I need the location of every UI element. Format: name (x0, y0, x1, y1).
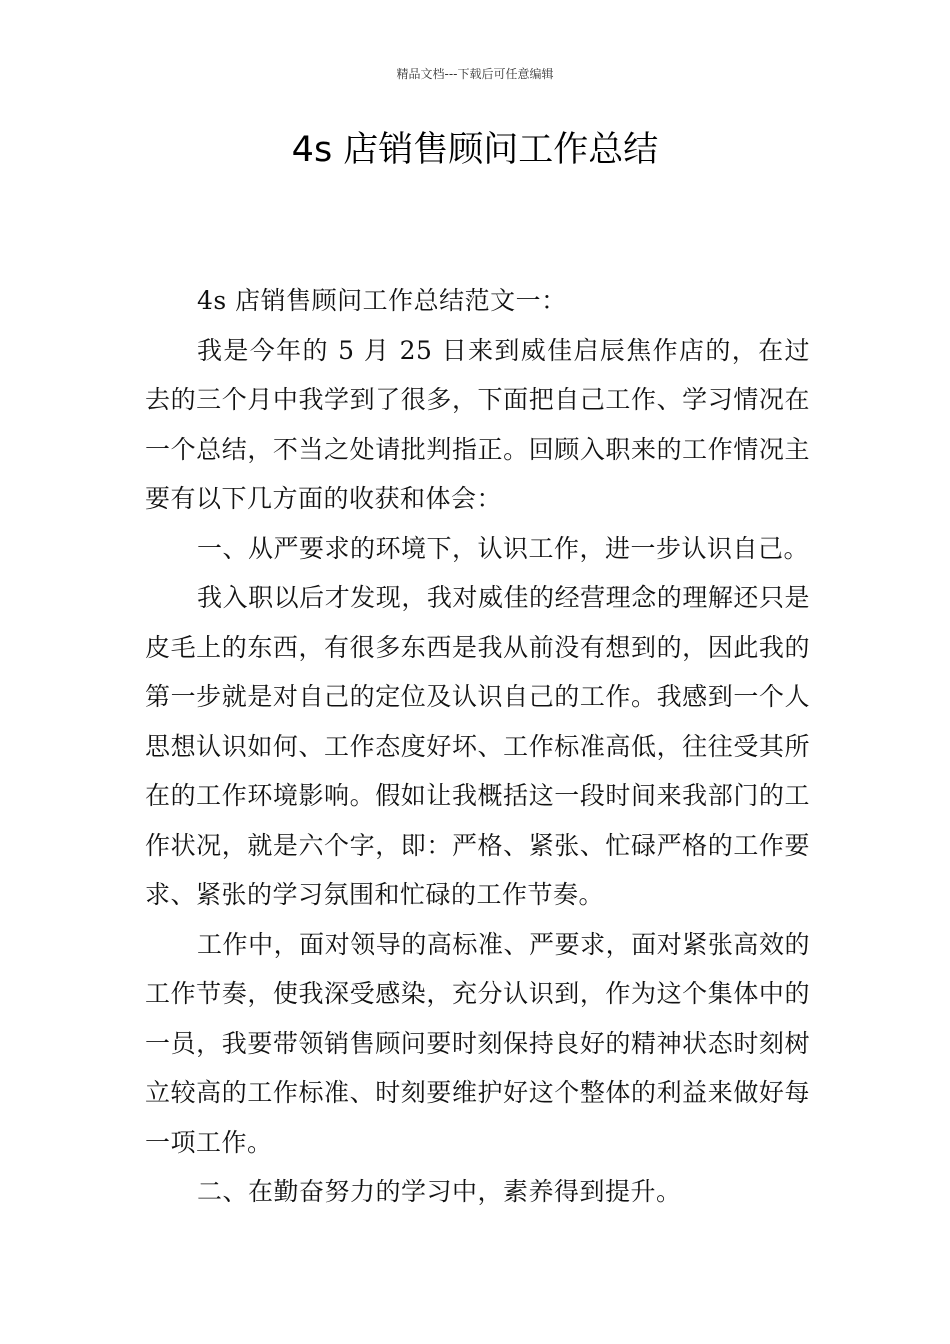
paragraph-work-attitude: 工作中，面对领导的高标准、严要求，面对紧张高效的工作节奏，使我深受感染，充分认识到，作为这个集体中的一员，我要带领销售顾问要时刻保持良好的精神状态时刻树立较高的工作标准、时刻要维护好这个整体的利益来做好每一项工作。 (145, 929, 810, 1157)
paragraph-background: 我是今年的 5 月 25 日来到威佳启辰焦作店的，在过去的三个月中我学到了很多，下面把自己工作、学习情况在一个总结，不当之处请批判指正。回顾入职来的工作情况主要有以下几方面的收获和体会： (145, 335, 810, 513)
paragraph-self-awareness: 我入职以后才发现，我对威佳的经营理念的理解还只是皮毛上的东西，有很多东西是我从前没有想到的，因此我的第一步就是对自己的定位及认识自己的工作。我感到一个人思想认识如何、工作态度好坏、工作标准高低，往往受其所在的工作环境影响。假如让我概括这一段时间来我部门的工作状况，就是六个字，即：严格、紧张、忙碌严格的工作要求、紧张的学习氛围和忙碌的工作节奏。 (145, 583, 810, 909)
paragraph-intro: 4s 店销售顾问工作总结范文一： (197, 286, 567, 315)
section-heading-one: 一、从严要求的环境下，认识工作，进一步认识自己。 (197, 533, 810, 563)
section-heading-two: 二、在勤奋努力的学习中，素养得到提升。 (197, 1177, 682, 1206)
header-note: 精品文档---下载后可任意编辑 (396, 67, 554, 81)
document-title: 4s 店销售顾问工作总结 (291, 130, 659, 170)
document-body (145, 276, 810, 1217)
